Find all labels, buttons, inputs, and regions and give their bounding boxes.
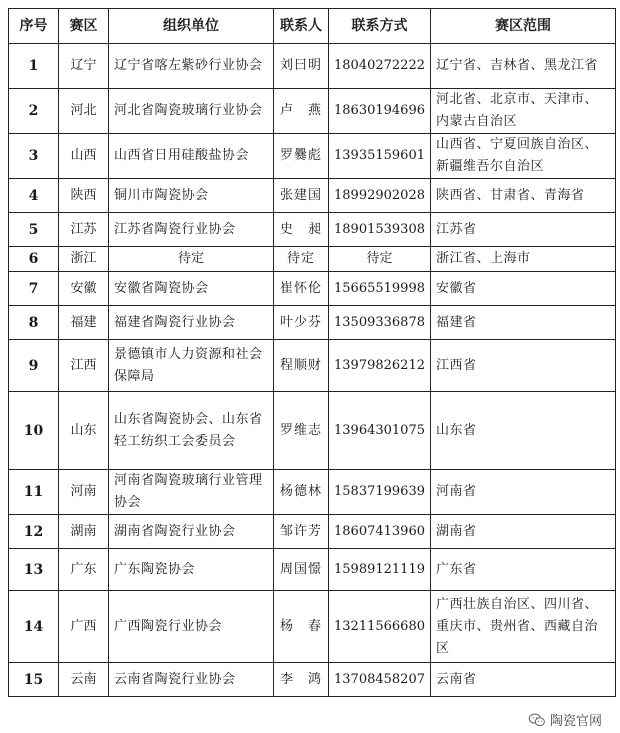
row-index: 8 <box>9 306 59 340</box>
row-region: 山东 <box>59 392 109 470</box>
row-organization: 待定 <box>109 247 274 272</box>
row-phone: 18901539308 <box>329 213 431 247</box>
row-organization: 河北省陶瓷玻璃行业协会 <box>109 89 274 134</box>
row-scope: 河南省 <box>430 470 615 515</box>
row-contact: 李 鸿 <box>274 663 329 697</box>
row-scope: 广东省 <box>430 549 615 591</box>
row-contact: 杨 春 <box>274 591 329 663</box>
row-scope: 福建省 <box>430 306 615 340</box>
wechat-icon <box>528 713 546 727</box>
row-index: 7 <box>9 272 59 306</box>
row-organization: 铜川市陶瓷协会 <box>109 179 274 213</box>
row-scope: 浙江省、上海市 <box>430 247 615 272</box>
row-region: 广东 <box>59 549 109 591</box>
row-organization: 广西陶瓷行业协会 <box>109 591 274 663</box>
row-phone: 18040272222 <box>329 44 431 89</box>
table-row <box>9 44 616 89</box>
row-region: 安徽 <box>59 272 109 306</box>
row-region: 浙江 <box>59 247 109 272</box>
table-row <box>9 213 616 247</box>
row-scope: 山西省、宁夏回族自治区、新疆维吾尔自治区 <box>430 134 615 179</box>
row-index: 3 <box>9 134 59 179</box>
row-index: 6 <box>9 247 59 272</box>
row-organization: 广东陶瓷协会 <box>109 549 274 591</box>
row-scope: 江西省 <box>430 340 615 392</box>
row-region: 辽宁 <box>59 44 109 89</box>
row-organization: 福建省陶瓷行业协会 <box>109 306 274 340</box>
row-region: 云南 <box>59 663 109 697</box>
row-scope: 河北省、北京市、天津市、内蒙古自治区 <box>430 89 615 134</box>
row-organization: 安徽省陶瓷协会 <box>109 272 274 306</box>
contact-table <box>8 8 616 697</box>
row-index: 12 <box>9 515 59 549</box>
table-row <box>9 392 616 470</box>
row-contact: 待定 <box>274 247 329 272</box>
table-row <box>9 470 616 515</box>
table-row <box>9 272 616 306</box>
row-organization: 山东省陶瓷协会、山东省轻工纺织工会委员会 <box>109 392 274 470</box>
row-index: 10 <box>9 392 59 470</box>
row-contact: 程顺财 <box>274 340 329 392</box>
row-scope: 辽宁省、吉林省、黑龙江省 <box>430 44 615 89</box>
row-index: 15 <box>9 663 59 697</box>
row-phone: 13979826212 <box>329 340 431 392</box>
row-scope: 云南省 <box>430 663 615 697</box>
row-index: 5 <box>9 213 59 247</box>
table-row <box>9 179 616 213</box>
row-phone: 18992902028 <box>329 179 431 213</box>
table-row <box>9 340 616 392</box>
row-organization: 景德镇市人力资源和社会保障局 <box>109 340 274 392</box>
header-scope: 赛区范围 <box>430 9 615 44</box>
row-contact: 邹许芳 <box>274 515 329 549</box>
table-row <box>9 591 616 663</box>
row-organization: 山西省日用硅酸盐协会 <box>109 134 274 179</box>
row-contact: 卢 燕 <box>274 89 329 134</box>
row-region: 江苏 <box>59 213 109 247</box>
row-region: 山西 <box>59 134 109 179</box>
header-index: 序号 <box>9 9 59 44</box>
row-organization: 河南省陶瓷玻璃行业管理协会 <box>109 470 274 515</box>
header-phone: 联系方式 <box>329 9 431 44</box>
row-phone: 18630194696 <box>329 89 431 134</box>
row-region: 湖南 <box>59 515 109 549</box>
row-organization: 云南省陶瓷行业协会 <box>109 663 274 697</box>
table-row <box>9 549 616 591</box>
row-organization: 江苏省陶瓷行业协会 <box>109 213 274 247</box>
row-region: 河北 <box>59 89 109 134</box>
watermark <box>528 710 602 729</box>
row-scope: 江苏省 <box>430 213 615 247</box>
row-contact: 叶少芬 <box>274 306 329 340</box>
row-scope: 安徽省 <box>430 272 615 306</box>
row-phone: 15665519998 <box>329 272 431 306</box>
table-row <box>9 247 616 272</box>
table-row <box>9 134 616 179</box>
row-scope: 山东省 <box>430 392 615 470</box>
row-contact: 杨德林 <box>274 470 329 515</box>
row-scope: 陕西省、甘肃省、青海省 <box>430 179 615 213</box>
header-contact: 联系人 <box>274 9 329 44</box>
row-phone: 15837199639 <box>329 470 431 515</box>
row-contact: 周国憬 <box>274 549 329 591</box>
row-contact: 刘曰明 <box>274 44 329 89</box>
row-organization: 湖南省陶瓷行业协会 <box>109 515 274 549</box>
row-organization: 辽宁省喀左紫砂行业协会 <box>109 44 274 89</box>
table-row <box>9 89 616 134</box>
row-contact: 崔怀伦 <box>274 272 329 306</box>
table-row <box>9 663 616 697</box>
row-phone: 待定 <box>329 247 431 272</box>
row-phone: 13708458207 <box>329 663 431 697</box>
row-index: 14 <box>9 591 59 663</box>
row-region: 河南 <box>59 470 109 515</box>
row-contact: 张建国 <box>274 179 329 213</box>
row-contact: 罗爨彪 <box>274 134 329 179</box>
table-row <box>9 515 616 549</box>
row-phone: 13509336878 <box>329 306 431 340</box>
row-index: 9 <box>9 340 59 392</box>
row-region: 福建 <box>59 306 109 340</box>
watermark-text: 陶瓷官网 <box>549 714 602 729</box>
header-organization: 组织单位 <box>109 9 274 44</box>
header-region: 赛区 <box>59 9 109 44</box>
row-contact: 史 昶 <box>274 213 329 247</box>
row-index: 4 <box>9 179 59 213</box>
row-index: 2 <box>9 89 59 134</box>
row-contact: 罗维志 <box>274 392 329 470</box>
row-phone: 13964301075 <box>329 392 431 470</box>
row-index: 13 <box>9 549 59 591</box>
row-scope: 广西壮族自治区、四川省、重庆市、贵州省、西藏自治区 <box>430 591 615 663</box>
row-phone: 13935159601 <box>329 134 431 179</box>
row-phone: 13211566680 <box>329 591 431 663</box>
row-index: 1 <box>9 44 59 89</box>
row-index: 11 <box>9 470 59 515</box>
header-row <box>9 9 616 44</box>
row-region: 广西 <box>59 591 109 663</box>
row-phone: 15989121119 <box>329 549 431 591</box>
row-region: 江西 <box>59 340 109 392</box>
row-scope: 湖南省 <box>430 515 615 549</box>
row-phone: 18607413960 <box>329 515 431 549</box>
row-region: 陕西 <box>59 179 109 213</box>
table-row <box>9 306 616 340</box>
